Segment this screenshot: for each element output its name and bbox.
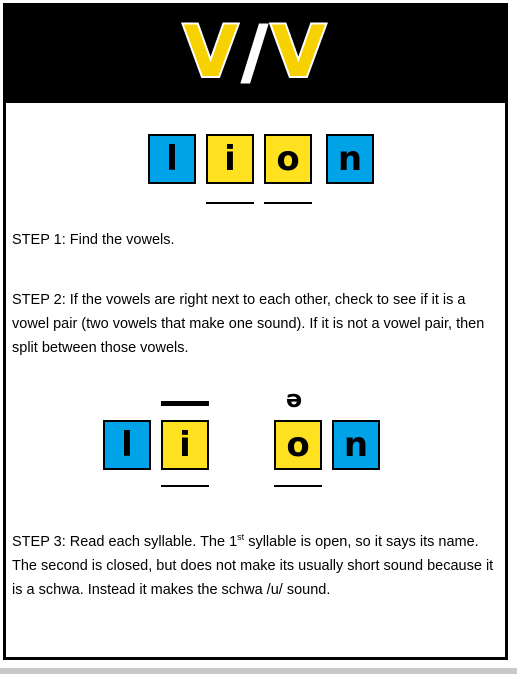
- title-left-v: V: [183, 11, 240, 93]
- step-3-text-before: STEP 3: Read each syllable. The 1: [12, 534, 238, 550]
- word1-letter-tile-1: l: [148, 134, 196, 184]
- step-3-text-after: syllable is open, so it says its name. The second is closed, but does not make its usually short sound because it is a schwa. Instead it makes the schwa /u/ sound.: [12, 534, 494, 598]
- schwa-mark: ə: [286, 385, 303, 413]
- step-2-text: STEP 2: If the vowels are right next to each other, check to see if it is a vowel pair (two vowels that make one sound). If it is not a vowel pair, then split between those vowels.: [12, 292, 485, 356]
- word1-letter-tile-2: i: [206, 134, 254, 184]
- step-3-superscript: st: [237, 532, 245, 543]
- word2-letter-tile-3: o: [274, 420, 322, 470]
- header-bar: [6, 6, 505, 103]
- word2-letter-tile-1: l: [103, 420, 151, 470]
- long-vowel-macron: [161, 401, 209, 406]
- step-3-text: [12, 530, 504, 602]
- word1-letter-tile-3: o: [264, 134, 312, 184]
- vowel-underline-2: [264, 202, 312, 204]
- word1-letter-tile-4: n: [326, 134, 374, 184]
- worksheet-card: [3, 3, 508, 660]
- word2-letter-tile-2: i: [161, 420, 209, 470]
- step-1-text: STEP 1: Find the vowels.: [12, 232, 175, 248]
- title-slash: /: [241, 11, 270, 93]
- word2-letter-tile-4: n: [332, 420, 380, 470]
- vowel-underline-3: [161, 485, 209, 487]
- vowel-underline-4: [274, 485, 322, 487]
- bottom-edge-bar: [0, 668, 517, 674]
- vowel-underline-1: [206, 202, 254, 204]
- title-right-v: V: [271, 11, 328, 93]
- page-title: [6, 8, 505, 96]
